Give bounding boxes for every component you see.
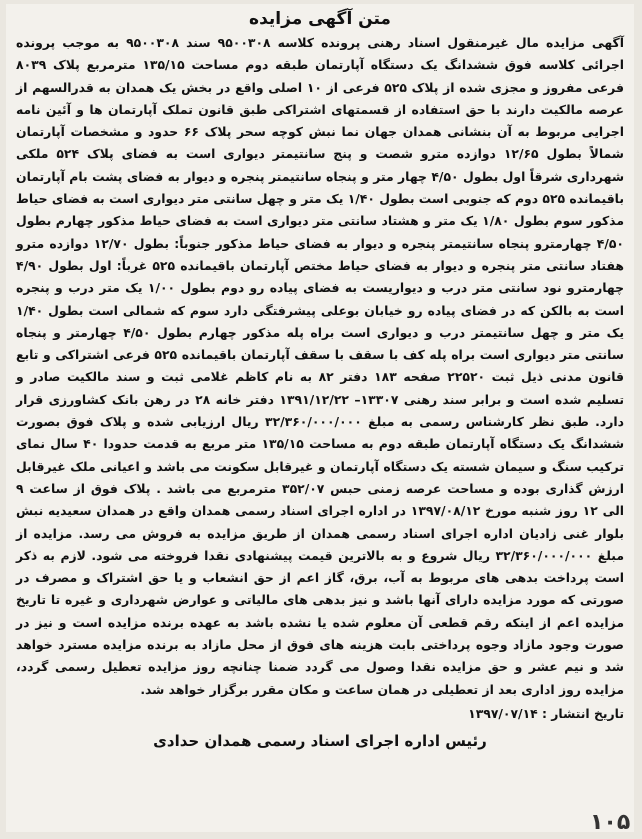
page-edge-mark: ۱۰۵ bbox=[590, 810, 631, 835]
notice-title: متن آگهی مزایده bbox=[249, 9, 391, 29]
publish-date: تاریخ انتشار : ۱۳۹۷/۰۷/۱۴ bbox=[468, 705, 624, 721]
signature-line: رئیس اداره اجرای اسناد رسمی همدان حدادی bbox=[153, 731, 487, 750]
notice-body-text: آگهی مزایده مال غیرمنقول اسناد رهنی پرونده کلاسه ۹۵۰۰۳۰۸ سند ۹۵۰۰۳۰۸ به موجب پرونده اجرائی کلاسه فوق ششدانگ یک دستگاه آپارتمان طبقه دوم مساحت ۱۳۵/۱۵ مترمربع پلاک ۸۰۳۹ فرعی مفروز و مجزی شده از پلاک ۵۲۵ فرعی از ۱۰ اصلی واقع در بخش یک همدان به قدرالسهم از عرصه مالکیت دارند با حق استفاده از قسمتهای اشتراکی طبق قانون تملک آپارتمان ها و آئین نامه اجرایی مربوط به آن بنشانی همدان جهان نما نبش کوچه سحر پلاک ۶۶ حدود و مشخصات آپارتمان شمالاً بطول ۱۲/۶۵ دوازده مترو شصت و پنج سانتیمتر دیواری است به فضای پلاک ۵۲۴ ملکی شهرداری شرقاً اول بطول ۴/۵۰ چهار متر و پنجاه سانتیمتر پنجره و دیوار به فضای پشت بام آپارتمان باقیمانده ۵۲۵ دوم که جنوبی است بطول ۱/۴۰ یک متر و چهل سانتی متر دیواری است به فضای حیاط مذکور سوم بطول ۱/۸۰ یک متر و هشتاد سانتی متر دیواری است به فضای حیاط مذکور چهارم بطول ۴/۵۰ چهارمترو پنجاه سانتیمتر پنجره و دیوار به فضای حیاط مذکور جنوباً: بطول ۱۲/۷۰ دوازده مترو هفتاد سانتی متر پنجره و دیوار به فضای حیاط مختص آپارتمان باقیمانده ۵۲۵ غرباً: اول بطول ۴/۹۰ چهارمترو نود سانتی متر درب و دیواریست به فضای پیاده رو دوم بطول ۱/۰۰ یک متر درب و پنجره است به بالکن که در فضای پیاده رو خیابان بوعلی پیشرفتگی دارد سوم که شمالی است بطول ۱/۴۰ یک متر و چهل سانتیمتر درب و دیواری است براه پله مذکور چهارم بطول ۴/۵۰ چهارمتر و پنجاه سانتی متر دیواری است براه پله کف با سقف با سقف آپارتمان باقیمانده ۵۲۵ فرعی اشتراکی و تابع قانون مدنی ذیل ثبت ۲۲۵۲۰ صفحه ۱۸۳ دفتر ۸۲ به نام کاظم غلامی ثبت و سند مالکیت صادر و تسلیم شده است و برابر سند رهنی ۱۳۳۰۷– ۱۳۹۱/۱۲/۲۲ دفتر خانه ۲۸ در رهن بانک کشاورزی قرار دارد. طبق نظر کارشناس رسمی به مبلغ ۳۲/۳۶۰/۰۰۰/۰۰۰ ریال ارزیابی شده و پلاک فوق بصورت ششدانگ یک دستگاه آپارتمان طبقه دوم به مساحت ۱۳۵/۱۵ متر مربع به قدمت حدودا ۴۰ سال نمای ترکیب سنگ و سیمان شسته یک دستگاه آپارتمان و غیرقابل سکونت می باشد و اعیانی ملک غیرقابل ارزش گذاری بوده و مساحت عرصه زمنی حبس ۳۵۲/۰۷ مترمربع می باشد . پلاک فوق از ساعت ۹ الی ۱۲ روز شنبه مورخ ۱۳۹۷/۰۸/۱۲ در اداره اجرای اسناد رسمی همدان واقع در همدان سعیدیه نبش بلوار غنی زادیان اداره اجرای اسناد رسمی همدان از طریق مزایده به فروش می رسد. مزایده از مبلغ ۳۲/۳۶۰/۰۰۰/۰۰۰ ریال شروع و به بالاترین قیمت پیشنهادی نقدا فروخته می شود. لازم به ذکر است پرداخت بدهی های مربوط به آب، برق، گاز اعم از حق انشعاب و یا حق اشتراک و مصرف در صورتی که مورد مزایده دارای آنها باشد و نیز بدهی های مالیاتی و عوارض شهرداری و غیره تا تاریخ مزایده اعم از اینکه رقم قطعی آن معلوم شده یا نشده باشد به عهده برنده مزایده است و نیز در صورت وجود مازاد وجوه پرداختی بابت هزینه های فوق از محل مازاد به برنده مزایده مسترد خواهد شد و نیم عشر و حق مزایده نقدا وصول می گردد ضمنا چنانچه روز مزایده تعطیل رسمی گردد، مزایده روز اداری بعد از تعطیلی در همان ساعت و مکان مقرر برگزار خواهد شد. bbox=[16, 35, 625, 697]
auction-notice bbox=[6, 4, 634, 832]
notice-body bbox=[16, 32, 624, 701]
